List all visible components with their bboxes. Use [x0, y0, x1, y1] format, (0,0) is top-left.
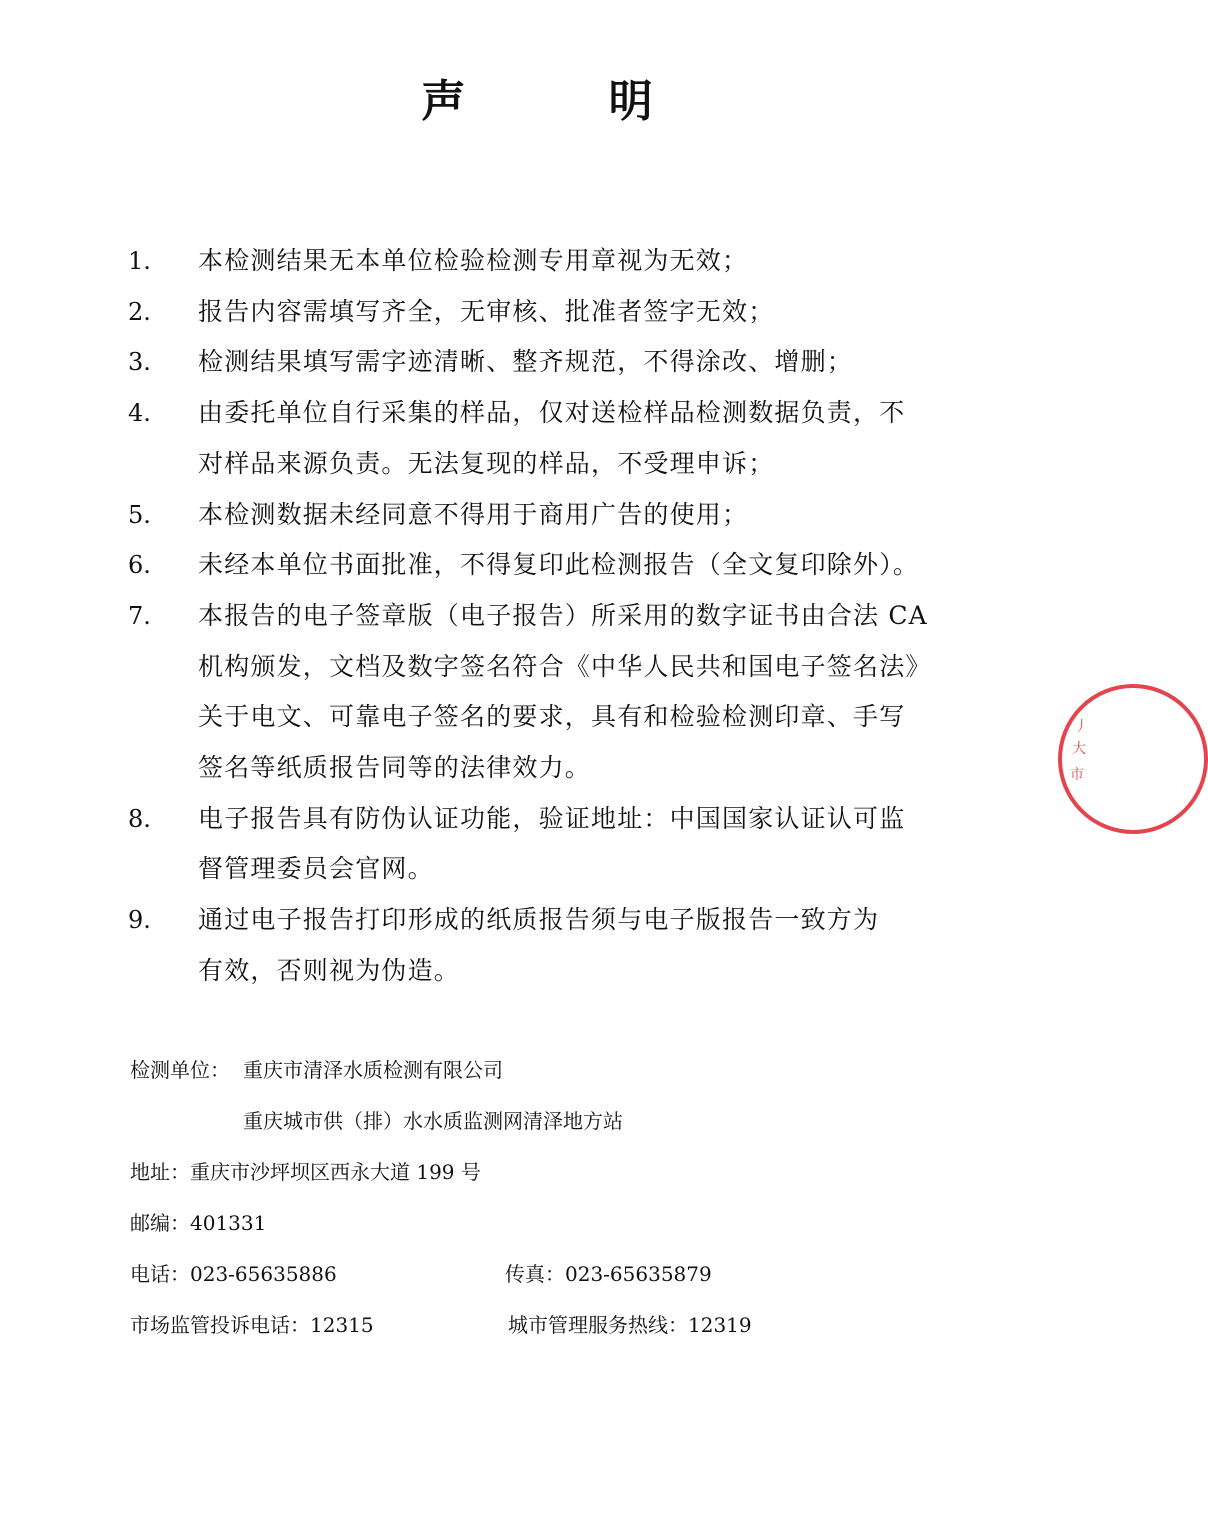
unit-name: 重庆市清泽水质检测有限公司 — [243, 1058, 503, 1082]
unit-row-2 — [130, 1103, 980, 1154]
clause-number: 2. — [128, 297, 151, 326]
clause-text: 由委托单位自行采集的样品，仅对送检样品检测数据负责，不 对样品来源负责。无法复现的样品，不受理申诉； — [198, 398, 906, 478]
list-item — [128, 388, 978, 489]
list-item — [128, 540, 978, 591]
phone-row — [130, 1256, 980, 1307]
unit-station-name: 重庆城市供（排）水水质监测网清泽地方站 — [243, 1109, 623, 1133]
complaint-phone: 市场监管投诉电话：12315 — [130, 1313, 374, 1337]
seal-mark: 丿 — [1074, 719, 1088, 735]
postcode: 邮编：401331 — [130, 1211, 267, 1235]
clause-number: 3. — [128, 348, 151, 377]
address: 地址：重庆市沙坪坝区西永大道 199 号 — [130, 1160, 481, 1184]
address-row — [130, 1154, 980, 1205]
page-title: 声 明 — [421, 76, 717, 127]
clause-number: 9. — [128, 906, 151, 935]
seal-mark: 市 — [1070, 767, 1084, 783]
clause-number: 4. — [128, 399, 151, 428]
clause-text: 电子报告具有防伪认证功能，验证地址：中国国家认证认可监 督管理委员会官网。 — [198, 803, 906, 884]
list-item — [128, 895, 978, 996]
hotline-row — [130, 1307, 980, 1358]
list-item — [128, 287, 978, 338]
clause-text: 未经本单位书面批准，不得复印此检测报告（全文复印除外）。 — [198, 550, 920, 580]
statement-list — [128, 236, 978, 997]
seal-stamp — [1058, 684, 1208, 834]
list-item — [128, 591, 978, 794]
clause-number: 5. — [128, 500, 151, 529]
list-item — [128, 337, 978, 388]
list-item — [128, 794, 978, 895]
list-item — [128, 490, 978, 541]
phone: 电话：023-65635886 — [130, 1262, 337, 1286]
fax: 传真：023-65635879 — [505, 1262, 712, 1286]
clause-text: 本报告的电子签章版（电子报告）所采用的数字证书由合法 CA 机构颁发，文档及数字签名符合《中华人民共和国电子签名法》 关于电文、可靠电子签名的要求，具有和检验检测印章、手写 签名等纸质报告同等的法律效力。 — [198, 600, 932, 783]
postcode-row — [130, 1205, 980, 1256]
clause-number: 1. — [128, 247, 151, 275]
clause-number: 8. — [128, 804, 151, 833]
clause-text: 报告内容需填写齐全，无审核、批准者签字无效； — [198, 296, 775, 326]
unit-row — [130, 1052, 980, 1103]
clause-text: 本检测结果无本单位检验检测专用章视为无效； — [198, 246, 749, 275]
clause-number: 6. — [128, 551, 151, 580]
unit-label: 检测单位： — [130, 1058, 230, 1082]
clause-text: 本检测数据未经同意不得用于商用广告的使用； — [198, 499, 749, 529]
city-hotline: 城市管理服务热线：12319 — [508, 1313, 752, 1337]
contact-info — [130, 1052, 980, 1358]
list-item — [128, 236, 978, 287]
clause-text: 检测结果填写需字迹清晰、整齐规范，不得涂改、增删； — [198, 347, 854, 377]
seal-mark: 大 — [1072, 741, 1086, 757]
clause-number: 7. — [128, 601, 151, 630]
clause-text: 通过电子报告打印形成的纸质报告须与电子版报告一致方为 有效，否则视为伪造。 — [198, 905, 880, 985]
